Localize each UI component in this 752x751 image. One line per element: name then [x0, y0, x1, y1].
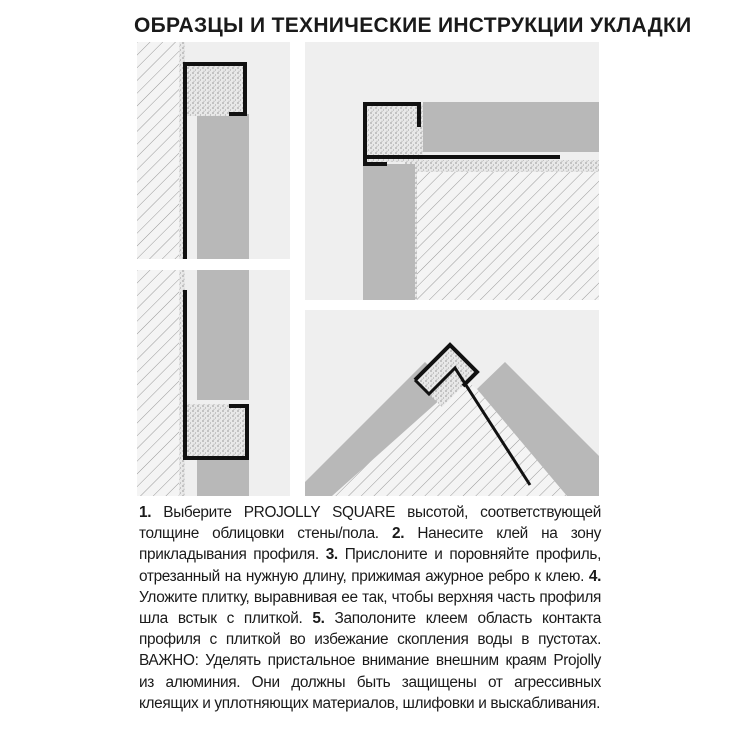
- step-3-text: Прислоните и поровняйте профиль, отрезанный на нужную длину, прижимая ажурное ребро к клею.: [139, 546, 601, 585]
- installation-instructions: [139, 502, 601, 714]
- figure-wall-edge-top: [137, 42, 290, 259]
- step-1-number: 1.: [139, 504, 152, 521]
- figure-corner: [305, 42, 599, 300]
- figure-angled-corner: [305, 310, 599, 496]
- step-5-number: 5.: [312, 610, 325, 628]
- step-5-text: Заполоните клеем область контакта профиля с плиткой во избежание скопления воды в пустотах. ВАЖНО: Уделять пристальное внимание внешним краям Projolly из алюминия. Они должны быть защищены от агрессивных клеящих и уплотняющих материалов, шлифовки и выскабливания.: [139, 610, 601, 712]
- step-4-number: 4.: [588, 567, 601, 585]
- step-3-number: 3.: [325, 546, 338, 564]
- figure-wall-edge-bottom: [137, 270, 290, 496]
- step-4-text: Уложите плитку, выравнивая ее так, чтобы верхняя часть профиля шла встык с плиткой.: [139, 588, 601, 628]
- step-2-number: 2.: [391, 525, 405, 543]
- page-title: ОБРАЗЦЫ И ТЕХНИЧЕСКИЕ ИНСТРУКЦИИ УКЛАДКИ: [134, 14, 692, 37]
- step-2-text: Нанесите клей на зону прикладывания профиля.: [139, 525, 601, 564]
- step-1-text: Выберите PROJOLLY SQUARE высотой, соответствующей толщине облицовки стены/пола.: [139, 504, 601, 543]
